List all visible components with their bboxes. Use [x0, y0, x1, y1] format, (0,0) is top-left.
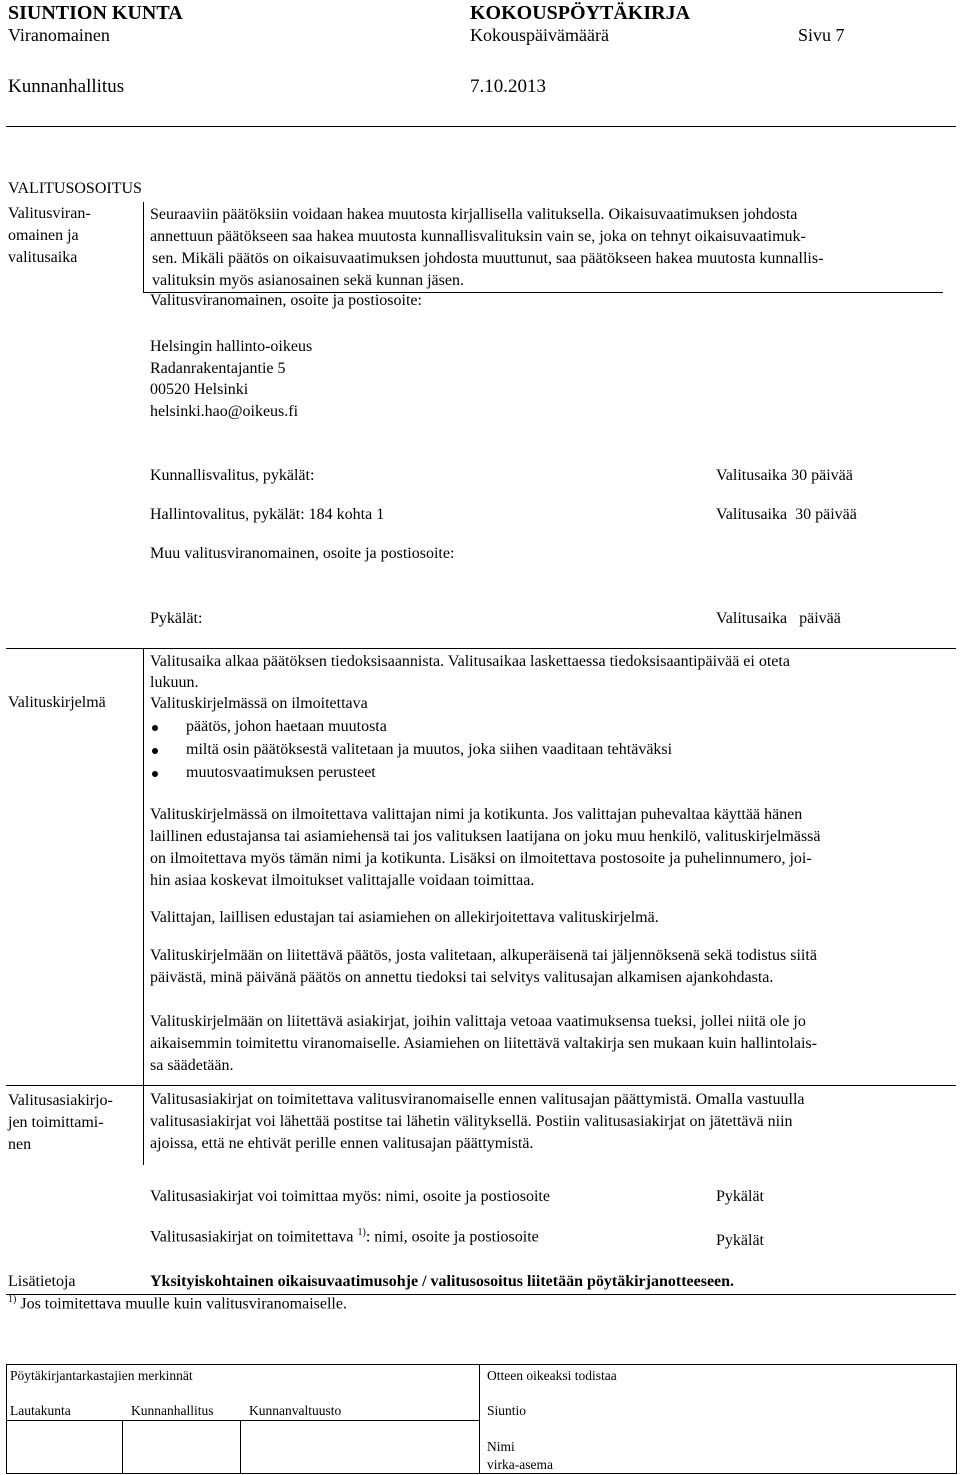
authority-period-label: [8, 203, 91, 269]
delivery-must-suffix: : nimi, osoite ja postiosoite: [365, 1228, 539, 1246]
bullet-item: muutosvaatimuksen perusteet: [186, 764, 376, 781]
bullet-icon: [152, 771, 158, 777]
footer-right-border: [956, 1364, 957, 1474]
paragraph-signature: Valittajan, laillisen edustajan tai asiamiehen on allekirjoitettava valituskirjelmä.: [150, 909, 659, 926]
certified-place: Siuntio: [487, 1403, 527, 1418]
must-state: Valituskirjelmässä on ilmoitettava: [150, 695, 368, 712]
extra-info-text: Yksityiskohtainen oikaisuvaatimusohje / valitusosoitus liitetään pöytäkirjanotteeseen.: [150, 1273, 735, 1290]
delivery-must: [150, 1227, 539, 1246]
footnote-marker: 1): [8, 1294, 17, 1305]
sections-label: Pykälät:: [150, 610, 203, 627]
paragraph-documents: [150, 1011, 950, 1077]
text-line: hin asiaa koskevat ilmoitukset valittajalle voidaan toimittaa.: [150, 872, 535, 889]
footnote: [8, 1294, 347, 1313]
body-municipal-board: Kunnanhallitus: [131, 1403, 214, 1418]
admin-appeal: Hallintovalitus, pykälät: 184 kohta 1: [150, 506, 385, 523]
certified-position: virka-asema: [487, 1457, 553, 1472]
address-line: Helsingin hallinto-oikeus: [150, 338, 313, 355]
period-line: lukuun.: [150, 674, 199, 691]
paragraph-identity: [150, 804, 950, 892]
delivery-must-prefix: Valitusasiakirjat on toimitettava: [150, 1228, 358, 1246]
authority-name: Kunnanhallitus: [8, 76, 125, 97]
paragraph-attachments: [150, 945, 950, 989]
footnote-text: Jos toimitettava muulle kuin valitusviranomaiselle.: [16, 1295, 347, 1313]
footnote-marker: 1): [357, 1227, 366, 1238]
text-line: Valituskirjelmään on liitettävä päätös, josta valitetaan, alkuperäisenä tai jäljennöksenä sekä todistus siitä: [150, 947, 817, 964]
certified-heading: Otteen oikeaksi todistaa: [487, 1368, 617, 1383]
bullet-item: päätös, johon haetaan muutosta: [186, 718, 387, 735]
certified-name: Nimi: [487, 1439, 515, 1454]
delivery-must-sections: Pykälät: [716, 1232, 764, 1249]
header-divider: [6, 126, 956, 127]
text-line: aikaisemmin toimitettu viranomaiselle. Asiamiehen on liitettävä valtakirja sen mukaan kuin hallintolais-: [150, 1035, 817, 1052]
municipality-name: SIUNTION KUNTA: [8, 2, 183, 24]
intro-line: annettuun päätökseen saa hakea muutosta kunnallisvalituksin vain se, joka on tehnyt oikaisuvaatimuk-: [150, 228, 806, 245]
intro-line: valituksin myös asianosainen sekä kunnan jäsen.: [152, 272, 464, 289]
page-number: Sivu 7: [798, 25, 845, 45]
sections-period: Valitusaika päivää: [716, 610, 841, 627]
label-line: valitusaika: [8, 249, 78, 266]
municipal-appeal: Kunnallisvalitus, pykälät:: [150, 467, 315, 484]
column-divider: [143, 648, 144, 1085]
intro-line: sen. Mikäli päätös on oikaisuvaatimuksen johdosta muuttunut, saa päätökseen hakea muutosta kunnallis-: [152, 250, 824, 267]
text-line: laillinen edustajansa tai asiamiehensä tai jos valituksen laatijana on joku muu henkilö, valituskirjelmässä: [150, 828, 821, 845]
bullet-icon: [152, 748, 158, 754]
municipal-appeal-period: Valitusaika 30 päivää: [716, 467, 853, 484]
other-authority: Muu valitusviranomainen, osoite ja postiosoite:: [150, 545, 455, 562]
label-line: omainen ja: [8, 227, 79, 244]
text-line: ajoissa, että ne ehtivät perille ennen valitusajan päättymistä.: [150, 1135, 534, 1152]
text-line: päivästä, minä päivänä päätös on annettu tiedoksi tai selvitys valitusajan alkamisen ajankohdasta.: [150, 969, 774, 986]
extra-info-label: Lisätietoja: [8, 1273, 76, 1290]
period-start: [150, 651, 950, 693]
text-line: Valituskirjelmään on liitettävä asiakirjat, joihin valittaja vetoaa vaatimuksensa tueksi, jollei niitä ole jo: [150, 1013, 806, 1030]
address-line: 00520 Helsinki: [150, 381, 249, 398]
authority-address: [150, 336, 312, 422]
footer-row-divider: [6, 1420, 480, 1421]
section-divider: [143, 202, 144, 292]
footer-bottom-line: [6, 1473, 956, 1474]
inspectors-heading: Pöytäkirjantarkastajien merkinnät: [10, 1368, 193, 1383]
address-line: helsinki.hao@oikeus.fi: [150, 402, 299, 420]
meeting-date-label: Kokouspäivämäärä: [470, 25, 609, 45]
text-line: Valituskirjelmässä on ilmoitettava valittajan nimi ja kotikunta. Jos valittajan puhevaltaa käyttää hänen: [150, 806, 803, 823]
period-line: Valitusaika alkaa päätöksen tiedoksisaannista. Valitusaikaa laskettaessa tiedoksisaantipäivää ei oteta: [150, 653, 790, 670]
appeal-intro: [150, 204, 950, 292]
text-line: Valitusasiakirjat on toimitettava valitusviranomaiselle ennen valitusajan päättymistä. Omalla vastuulla: [150, 1091, 805, 1108]
section-divider: [6, 1085, 956, 1086]
meeting-date: 7.10.2013: [470, 76, 546, 97]
label-line: Valitusasiakirjo-: [8, 1092, 113, 1109]
footer-middle-border: [479, 1364, 480, 1474]
delivery-paragraph: [150, 1089, 950, 1155]
label-line: jen toimittami-: [8, 1114, 104, 1131]
page-title: VALITUSOSOITUS: [8, 180, 142, 197]
body-council: Kunnanvaltuusto: [249, 1403, 342, 1418]
admin-appeal-period: Valitusaika 30 päivää: [716, 506, 857, 523]
text-line: sa säädetään.: [150, 1057, 234, 1074]
delivery-label: [8, 1090, 113, 1156]
column-divider: [143, 1085, 144, 1165]
footer-cell-divider: [240, 1420, 241, 1474]
label-line: nen: [8, 1136, 32, 1153]
complaint-label: Valituskirjelmä: [8, 694, 106, 711]
bullet-item: miltä osin päätöksestä valitetaan ja muutos, joka siihen vaaditaan tehtäväksi: [186, 741, 673, 758]
address-line: Radanrakentajantie 5: [150, 359, 286, 377]
footer-left-border: [6, 1364, 7, 1474]
delivery-also: Valitusasiakirjat voi toimittaa myös: nimi, osoite ja postiosoite: [150, 1188, 550, 1205]
authority-label: Viranomainen: [8, 25, 110, 45]
authority-heading: Valitusviranomainen, osoite ja postiosoite:: [150, 292, 422, 309]
document-type: KOKOUSPÖYTÄKIRJA: [470, 2, 691, 24]
text-line: on ilmoitettava myös tämän nimi ja kotikunta. Lisäksi on ilmoitettava postosoite ja puhelinnumero, joi-: [150, 850, 812, 867]
bullet-icon: [152, 725, 158, 731]
intro-line: Seuraaviin päätöksiin voidaan hakea muutosta kirjallisella valituksella. Oikaisuvaatimuksen johdosta: [150, 206, 798, 223]
section-divider: [6, 648, 956, 649]
footer-cell-divider: [122, 1420, 123, 1474]
label-line: Valitusviran-: [8, 205, 91, 222]
footer-top-line: [6, 1364, 956, 1365]
body-board: Lautakunta: [10, 1403, 71, 1418]
text-line: valitusasiakirjat voi lähettää postitse tai lähetin välityksellä. Postiin valitusasiakirjat on jätettävä niin: [150, 1113, 793, 1130]
delivery-also-sections: Pykälät: [716, 1188, 764, 1205]
